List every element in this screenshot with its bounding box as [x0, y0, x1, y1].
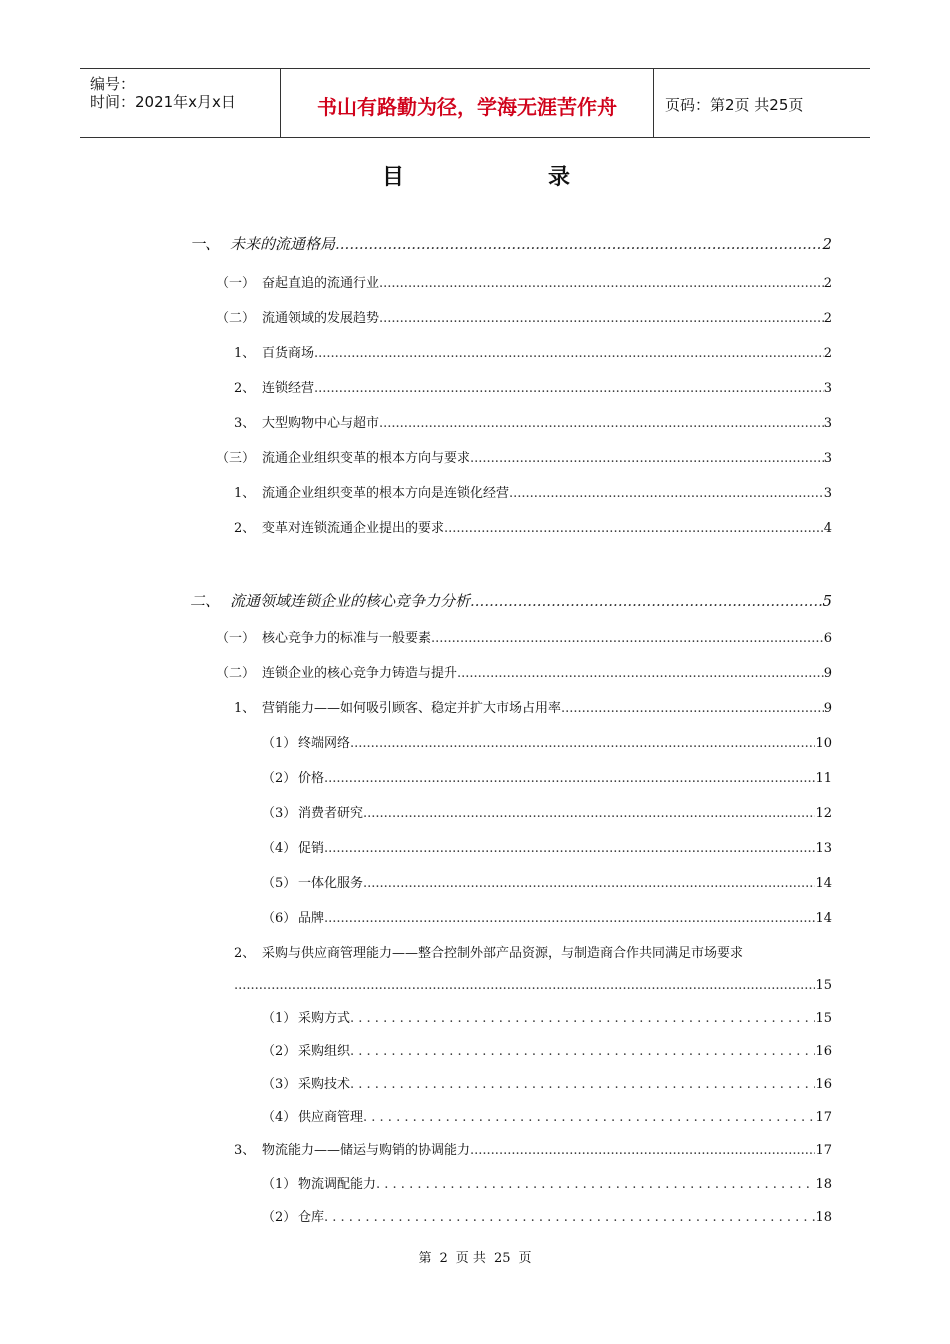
toc-entry-number: （3） — [262, 1077, 297, 1092]
toc-leader-dots — [431, 631, 824, 647]
toc-leader-dots — [350, 1011, 815, 1027]
toc-entry-text: 百货商场 — [262, 346, 315, 361]
toc-leader-dots — [379, 311, 824, 327]
toc-entry-number: 一、 — [190, 235, 221, 253]
toc-entry-page: 16 — [815, 1077, 832, 1092]
toc-leader-dots — [444, 521, 824, 537]
toc-entry-number: 1、 — [234, 346, 256, 361]
toc-entry[interactable] — [216, 627, 832, 647]
toc-leader-dots — [350, 1044, 815, 1060]
toc-entry-text: 采购与供应商管理能力——整合控制外部产品资源，与制造商合作共同满足市场要求 — [262, 946, 744, 961]
toc-entry-number: （三） — [216, 451, 256, 466]
toc-leader-dots — [509, 486, 824, 502]
toc-entry-text: 大型购物中心与超市 — [262, 416, 380, 431]
toc-entry-number: 3、 — [234, 416, 256, 431]
header-page-info: 页码：第2页 共25页 — [665, 96, 804, 114]
toc-entry-page: 2 — [823, 276, 832, 291]
toc-entry-text: 未来的流通格局 — [230, 235, 336, 253]
toc-entry-number: （4） — [262, 841, 297, 856]
toc-entry[interactable] — [234, 517, 832, 537]
toc-entry[interactable] — [234, 412, 832, 432]
toc-entry-number: 3、 — [234, 1143, 256, 1158]
toc-entry[interactable] — [234, 482, 832, 502]
toc-entry-page: 17 — [815, 1110, 832, 1125]
toc-entry[interactable] — [234, 342, 832, 362]
toc-leader-dots — [470, 451, 824, 467]
toc-entry-page: 9 — [823, 666, 832, 681]
toc-entry-page: 16 — [815, 1044, 832, 1059]
toc-entry-number: 2、 — [234, 946, 256, 961]
toc-title-left: 目 — [382, 165, 405, 190]
toc-leader-dots — [363, 806, 815, 822]
toc-leader-dots — [335, 236, 822, 252]
toc-leader-dots — [363, 1110, 815, 1126]
toc-entry-page: 2 — [822, 235, 832, 253]
footer-current-page: 2 — [439, 1251, 448, 1266]
toc-entry-page: 9 — [823, 701, 832, 716]
toc-entry-continuation[interactable] — [234, 974, 832, 994]
toc-entry[interactable] — [262, 802, 832, 822]
footer-mid: 页 共 — [455, 1251, 486, 1266]
toc-entry-text: 品牌 — [298, 911, 325, 926]
toc-entry-number: （1） — [262, 1177, 297, 1192]
toc-leader-dots — [376, 1177, 815, 1193]
toc-entry-page: 5 — [822, 592, 832, 610]
toc-entry-text: 供应商管理 — [298, 1110, 364, 1125]
toc-entry-number: （二） — [216, 666, 256, 681]
toc-entry-text: 流通领域连锁企业的核心竞争力分析 — [230, 592, 471, 610]
toc-leader-dots — [350, 736, 815, 752]
toc-entry-text: 流通企业组织变革的根本方向与要求 — [262, 451, 471, 466]
toc-entry-page: 18 — [815, 1210, 832, 1225]
toc-entry-text: 价格 — [298, 771, 325, 786]
toc-entry-page: 3 — [823, 486, 832, 501]
toc-leader-dots — [324, 771, 815, 787]
toc-entry-number: 二、 — [190, 592, 221, 610]
toc-entry-number: （2） — [262, 1044, 297, 1059]
toc-entry-number: （6） — [262, 911, 297, 926]
toc-entry-text: 营销能力——如何吸引顾客、稳定并扩大市场占用率 — [262, 701, 562, 716]
slogan: 书山有路勤为径，学海无涯苦作舟 — [317, 95, 617, 119]
toc-entry-text: 连锁企业的核心竞争力铸造与提升 — [262, 666, 458, 681]
toc-entry-page: 13 — [815, 841, 832, 856]
toc-entry-page: 4 — [823, 521, 832, 536]
header-slogan-cell — [281, 69, 654, 137]
toc-entry-page: 10 — [815, 736, 832, 751]
toc-entry-number: （5） — [262, 876, 297, 891]
toc-entry-number: （一） — [216, 276, 256, 291]
time-label: 时间：2021年x月x日 — [90, 93, 236, 111]
toc-entry-page: 3 — [823, 451, 832, 466]
toc-leader-dots — [363, 876, 815, 892]
toc-entry-number: （一） — [216, 631, 256, 646]
toc-leader-dots — [470, 1143, 815, 1159]
toc-chapter-entry[interactable] — [190, 589, 832, 609]
toc-entry[interactable] — [262, 1007, 832, 1027]
toc-entry[interactable] — [262, 1040, 832, 1060]
page-header — [80, 68, 870, 138]
toc-entry[interactable] — [234, 377, 832, 397]
toc-leader-dots — [470, 593, 822, 609]
footer-prefix: 第 — [418, 1251, 432, 1266]
toc-entry[interactable] — [262, 1073, 832, 1093]
toc-entry[interactable] — [216, 272, 832, 292]
toc-entry-number: （2） — [262, 771, 297, 786]
toc-leader-dots — [561, 701, 824, 717]
toc-entry-page: 12 — [815, 806, 832, 821]
toc-leader-dots — [314, 346, 824, 362]
toc-entry-text: 仓库 — [298, 1210, 325, 1225]
toc-entry-number: （3） — [262, 806, 297, 821]
toc-entry[interactable] — [262, 872, 832, 892]
toc-entry[interactable] — [262, 732, 832, 752]
toc-leader-dots — [324, 841, 815, 857]
toc-entry-number: 2、 — [234, 381, 256, 396]
toc-entry[interactable] — [262, 1106, 832, 1126]
toc-leader-dots — [234, 978, 815, 994]
toc-leader-dots — [314, 381, 824, 397]
toc-entry-text: 连锁经营 — [262, 381, 315, 396]
toc-entry-text: 消费者研究 — [298, 806, 364, 821]
toc-title-right: 录 — [548, 165, 571, 190]
toc-entry[interactable] — [216, 447, 832, 467]
toc-entry-page: 14 — [815, 876, 832, 891]
toc-entry[interactable] — [216, 307, 832, 327]
toc-entry-page: 17 — [815, 1143, 832, 1158]
toc-entry[interactable] — [216, 662, 832, 682]
toc-entry-page: 6 — [823, 631, 832, 646]
toc-entry-page: 3 — [823, 416, 832, 431]
toc-entry-page: 11 — [815, 771, 832, 786]
toc-entry-text: 一体化服务 — [298, 876, 364, 891]
number-label: 编号： — [90, 75, 136, 93]
toc-entry-text: 终端网络 — [298, 736, 351, 751]
footer-suffix: 页 — [518, 1251, 532, 1266]
toc-entry[interactable] — [262, 767, 832, 787]
toc-entry[interactable] — [234, 697, 832, 717]
toc-entry[interactable] — [262, 837, 832, 857]
toc-leader-dots — [379, 276, 824, 292]
toc-entry-text: 流通领域的发展趋势 — [262, 311, 380, 326]
toc-entry-text: 物流调配能力 — [298, 1177, 377, 1192]
toc-entry-text: 物流能力——储运与购销的协调能力 — [262, 1143, 471, 1158]
toc-entry-text: 采购组织 — [298, 1044, 351, 1059]
page-footer — [0, 1247, 950, 1266]
toc-entry-text: 核心竞争力的标准与一般要素 — [262, 631, 432, 646]
toc-chapter-entry[interactable] — [190, 232, 832, 252]
toc-entry-page: 2 — [823, 346, 832, 361]
toc-leader-dots — [350, 1077, 815, 1093]
toc-entry-text: 采购方式 — [298, 1011, 351, 1026]
toc-entry-number: 2、 — [234, 521, 256, 536]
toc-entry-number: （4） — [262, 1110, 297, 1125]
toc-leader-dots — [457, 666, 824, 682]
toc-entry-number: 1、 — [234, 701, 256, 716]
toc-entry[interactable] — [262, 907, 832, 927]
toc-entry-page: 2 — [823, 311, 832, 326]
toc-entry-number: （二） — [216, 311, 256, 326]
toc-entry-text: 采购技术 — [298, 1077, 351, 1092]
toc-leader-dots — [324, 911, 815, 927]
toc-entry-number: （1） — [262, 736, 297, 751]
toc-leader-dots — [324, 1210, 815, 1226]
footer-total-pages: 25 — [493, 1251, 511, 1266]
toc-entry-page: 15 — [815, 1011, 832, 1026]
toc-title — [0, 160, 950, 190]
toc-entry-number: 1、 — [234, 486, 256, 501]
toc-entry-page: 3 — [823, 381, 832, 396]
toc-leader-dots — [379, 416, 824, 432]
toc-entry[interactable] — [234, 942, 832, 962]
toc-entry-page: 15 — [815, 978, 832, 993]
toc-entry-number: （1） — [262, 1011, 297, 1026]
toc-entry-text: 奋起直追的流通行业 — [262, 276, 380, 291]
toc-entry-text: 流通企业组织变革的根本方向是连锁化经营 — [262, 486, 510, 501]
toc-entry[interactable] — [262, 1173, 832, 1193]
toc-entry-page: 14 — [815, 911, 832, 926]
toc-entry-text: 变革对连锁流通企业提出的要求 — [262, 521, 445, 536]
toc-entry[interactable] — [262, 1206, 832, 1226]
toc-entry-number: （2） — [262, 1210, 297, 1225]
toc-entry-text: 促销 — [298, 841, 325, 856]
toc-entry-page: 18 — [815, 1177, 832, 1192]
toc-entry[interactable] — [234, 1139, 832, 1159]
header-meta-cell — [80, 69, 281, 137]
